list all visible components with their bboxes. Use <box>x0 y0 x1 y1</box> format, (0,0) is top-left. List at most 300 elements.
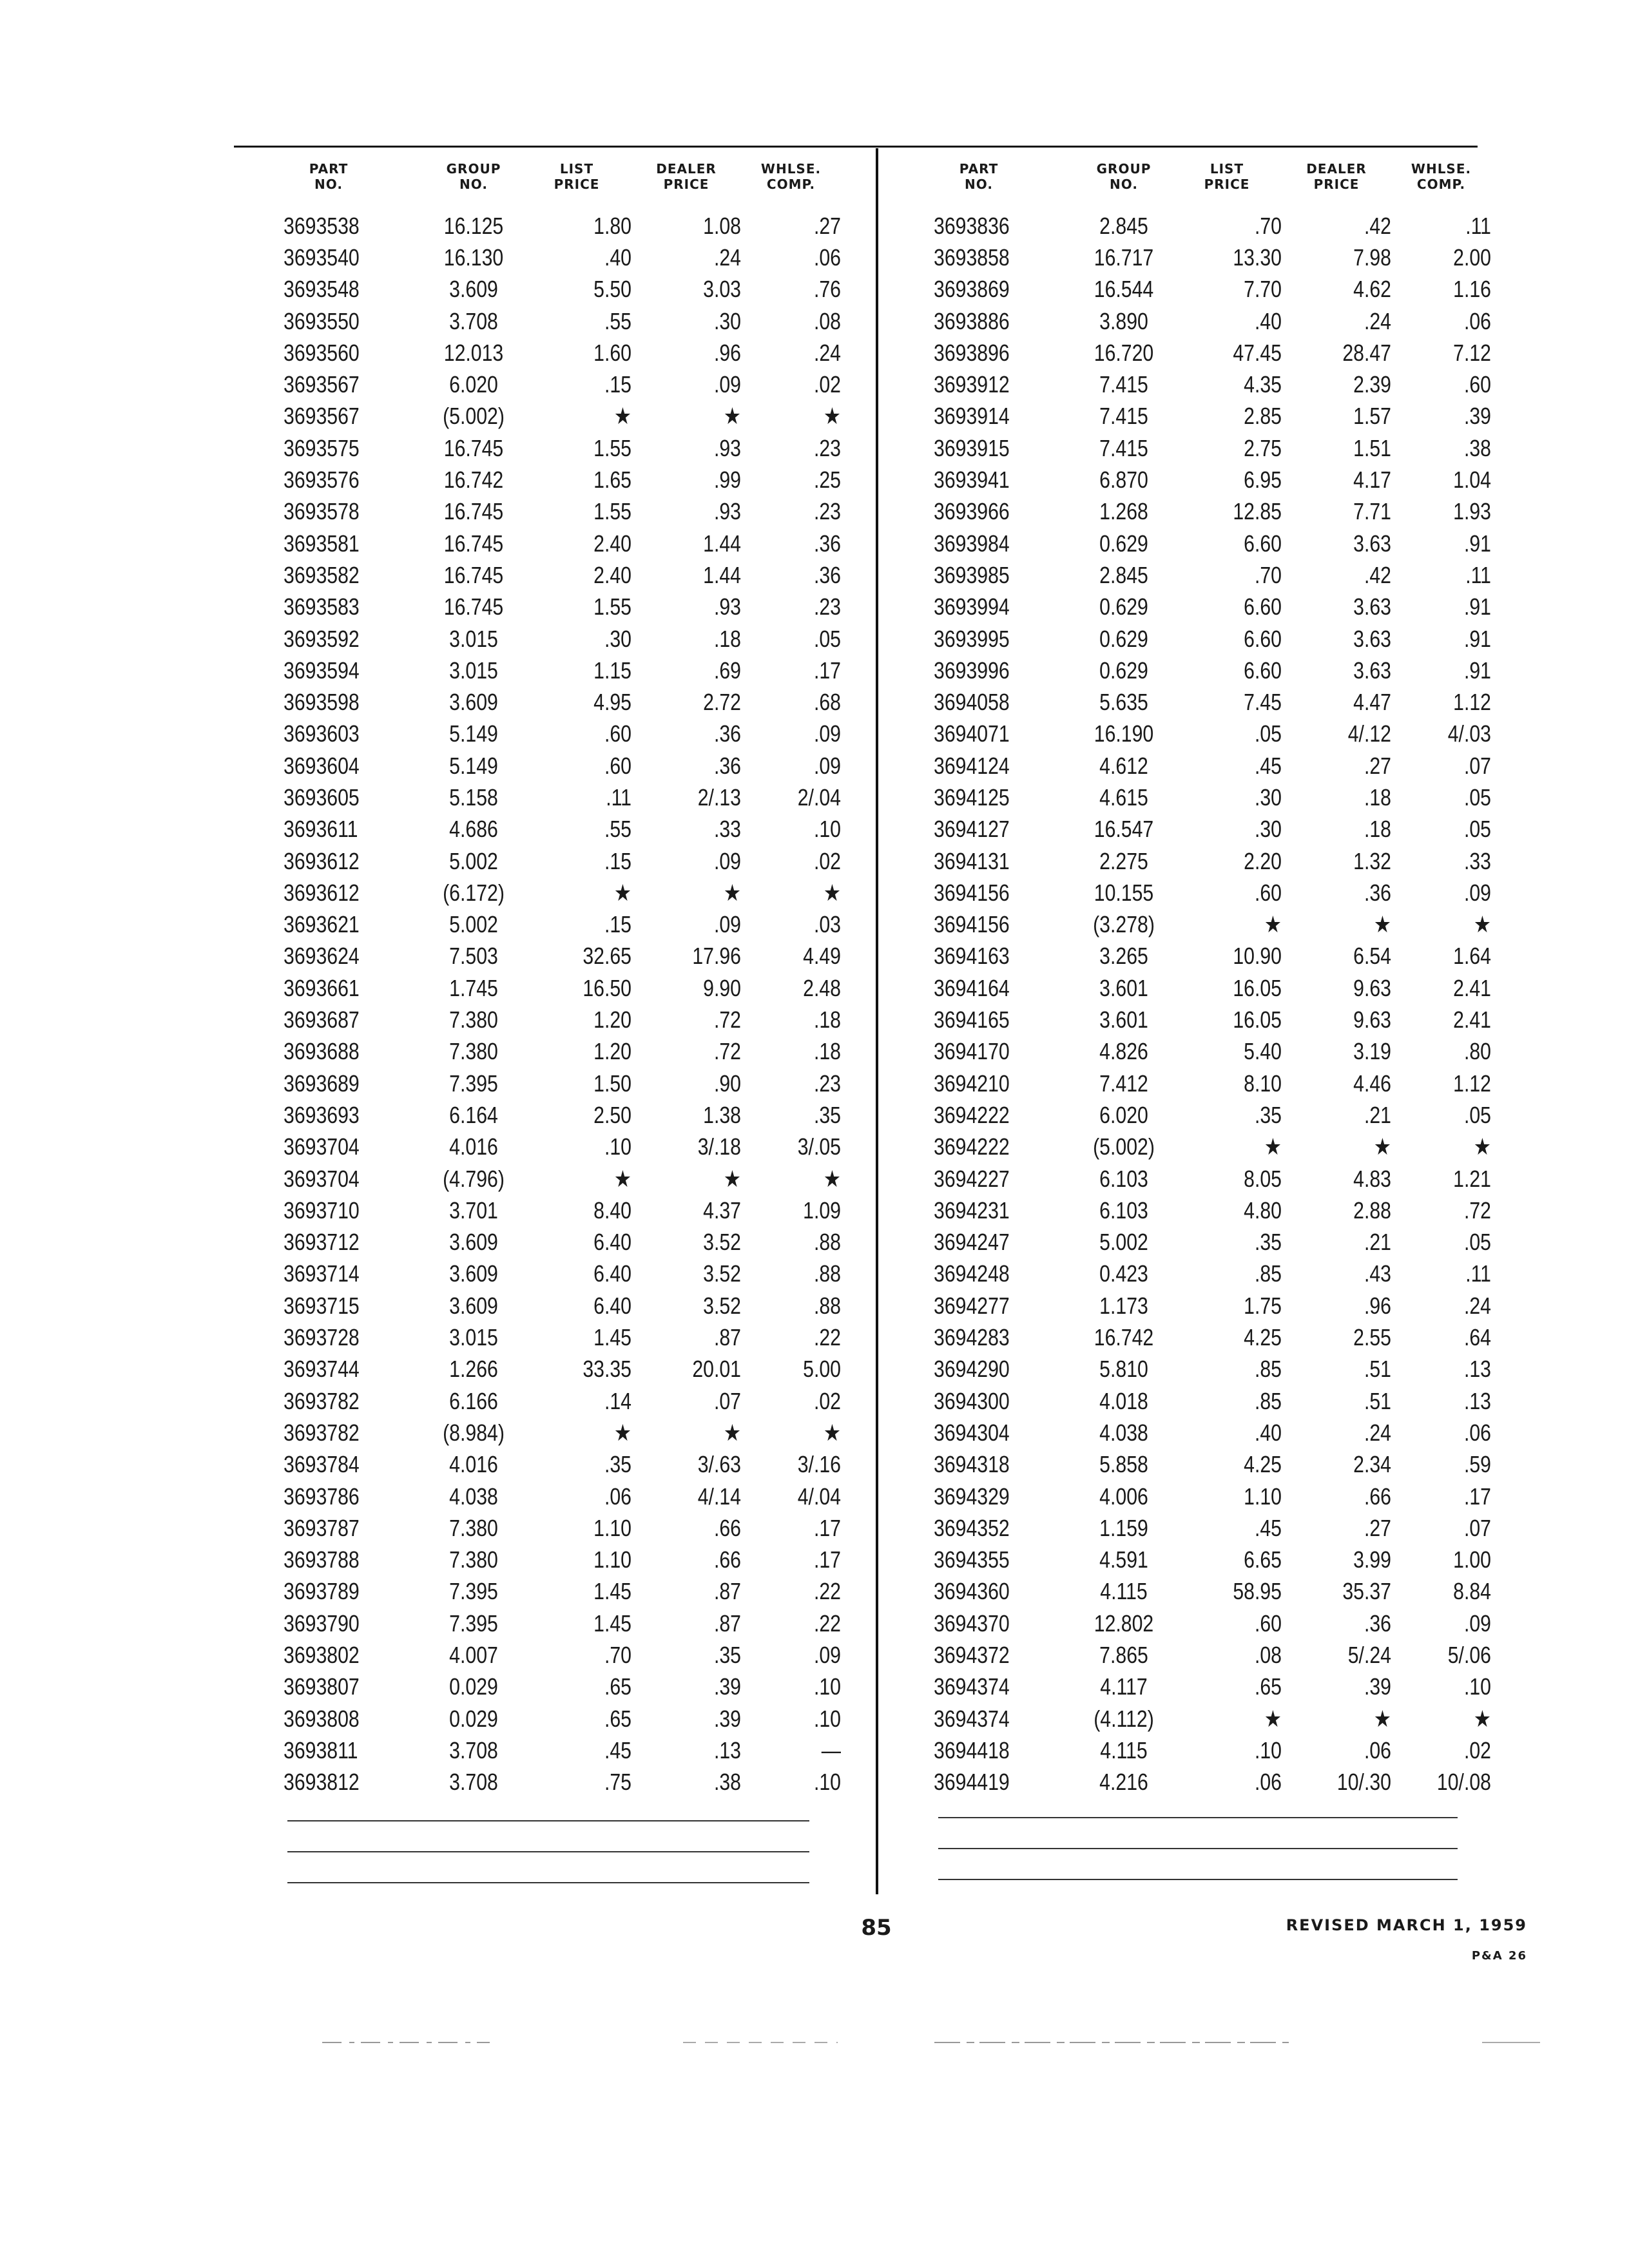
whlse-comp-cell: .36 <box>813 530 841 557</box>
list-price-cell: .60 <box>1254 879 1282 906</box>
whlse-comp-cell: .10 <box>813 1673 841 1700</box>
dealer-price-cell: 4.46 <box>1353 1070 1391 1097</box>
dealer-price-cell: .96 <box>1364 1292 1391 1319</box>
dealer-price-cell: .87 <box>713 1578 741 1605</box>
part-no-cell: 3694374 <box>934 1705 1010 1732</box>
whlse-comp-cell: .33 <box>1463 847 1491 874</box>
blank-line <box>287 1851 809 1852</box>
group-no-cell: 6.870 <box>1099 466 1148 494</box>
whlse-comp-cell: 1.21 <box>1453 1165 1491 1192</box>
part-no-cell: 3693704 <box>284 1133 360 1160</box>
list-price-cell: 4.35 <box>1244 371 1282 398</box>
group-no-cell: 3.708 <box>449 307 498 334</box>
dealer-price-cell: .21 <box>1364 1229 1391 1256</box>
whlse-comp-cell: .18 <box>813 1038 841 1065</box>
list-price-cell: .45 <box>604 1736 631 1763</box>
whlse-comp-cell: .17 <box>813 657 841 684</box>
list-price-cell: .06 <box>1254 1769 1282 1796</box>
whlse-comp-cell: 4.49 <box>803 943 841 970</box>
group-no-cell: 3.015 <box>449 1324 498 1351</box>
part-no-cell: 3693994 <box>934 593 1010 620</box>
table-row <box>934 1068 1491 1099</box>
table-row <box>934 1099 1491 1131</box>
table-row <box>934 1131 1491 1163</box>
part-no-cell: 3693567 <box>284 403 360 430</box>
table-row <box>284 718 841 750</box>
dealer-price-cell: 20.01 <box>692 1356 741 1383</box>
dealer-price-cell: .18 <box>1364 816 1391 843</box>
table-row <box>934 210 1491 242</box>
part-no-cell: 3694370 <box>934 1610 1010 1637</box>
dealer-price-cell: .30 <box>713 307 741 334</box>
part-no-cell: 3694125 <box>934 783 1010 811</box>
whlse-comp-cell: .27 <box>813 212 841 239</box>
dealer-price-header: DEALER PRICE <box>1306 161 1367 192</box>
group-no-cell: 16.547 <box>1094 816 1154 843</box>
whlse-comp-cell: 1.64 <box>1453 943 1491 970</box>
dealer-price-cell: .36 <box>713 720 741 747</box>
dealer-price-cell: ★ <box>1373 911 1391 938</box>
table-row <box>284 1735 841 1766</box>
group-no-cell: 6.020 <box>1099 1101 1148 1128</box>
list-price-cell: 4.25 <box>1244 1451 1282 1478</box>
group-no-cell: 5.635 <box>1099 689 1148 716</box>
whlse-comp-cell: .11 <box>1465 212 1491 239</box>
dealer-price-cell: 2.88 <box>1353 1196 1391 1224</box>
part-no-cell: 3693811 <box>284 1736 358 1763</box>
group-no-header: GROUP NO. <box>1096 161 1152 192</box>
part-no-cell: 3694156 <box>934 911 1010 938</box>
part-no-cell: 3693578 <box>284 498 360 525</box>
left-table-rows <box>284 210 841 1798</box>
list-price-cell: .65 <box>604 1673 631 1700</box>
dealer-price-cell: 4.83 <box>1353 1165 1391 1192</box>
list-price-cell: 1.65 <box>593 466 631 494</box>
whlse-comp-cell: — <box>821 1736 841 1763</box>
part-no-cell: 3693896 <box>934 339 1010 366</box>
catalog-code: P&A 26 <box>1471 1949 1527 1963</box>
group-no-cell: 5.149 <box>449 752 498 779</box>
group-no-cell: 4.016 <box>449 1133 498 1160</box>
whlse-comp-cell: 1.16 <box>1453 276 1491 303</box>
table-row <box>284 1544 841 1575</box>
part-no-cell: 3693984 <box>934 530 1010 557</box>
revision-date: REVISED MARCH 1, 1959 <box>1286 1916 1527 1934</box>
dealer-price-cell: 1.44 <box>703 561 741 588</box>
part-no-cell: 3693807 <box>284 1673 360 1700</box>
list-price-cell: 16.05 <box>1233 974 1282 1001</box>
dealer-price-cell: 17.96 <box>692 943 741 970</box>
whlse-comp-cell: .25 <box>813 466 841 494</box>
table-row <box>934 1321 1491 1353</box>
part-no-cell: 3694165 <box>934 1006 1010 1033</box>
whlse-comp-cell: .24 <box>813 339 841 366</box>
table-row <box>284 591 841 623</box>
dealer-price-cell: .09 <box>713 371 741 398</box>
list-price-cell: 4.25 <box>1244 1324 1282 1351</box>
list-price-cell: .10 <box>1254 1736 1282 1763</box>
dealer-price-cell: 3.63 <box>1353 593 1391 620</box>
list-price-cell: .08 <box>1254 1642 1282 1668</box>
part-no-cell: 3694156 <box>934 879 1010 906</box>
dealer-price-cell: .99 <box>713 466 741 494</box>
list-price-cell: 33.35 <box>583 1356 631 1383</box>
part-no-cell: 3693567 <box>284 371 360 398</box>
whlse-comp-cell: .06 <box>1463 1419 1491 1446</box>
table-row <box>934 623 1491 655</box>
group-no-cell: 0.029 <box>449 1673 498 1700</box>
group-no-cell: 4.115 <box>1100 1736 1148 1763</box>
part-no-cell: 3694071 <box>934 720 1010 747</box>
whlse-comp-cell: .91 <box>1463 657 1491 684</box>
table-row <box>934 1512 1491 1544</box>
whlse-comp-cell: .03 <box>813 911 841 938</box>
group-no-cell: 3.609 <box>449 1292 498 1319</box>
part-no-cell: 3693582 <box>284 561 360 588</box>
table-row <box>934 655 1491 686</box>
part-no-cell: 3693912 <box>934 371 1010 398</box>
dealer-price-cell: 4.17 <box>1353 466 1391 494</box>
part-no-header: PART NO. <box>309 161 349 192</box>
whlse-comp-cell: .23 <box>813 498 841 525</box>
whlse-comp-cell: .18 <box>813 1006 841 1033</box>
table-row <box>284 369 841 400</box>
group-no-cell: 16.745 <box>443 498 504 525</box>
dealer-price-cell: .66 <box>1364 1483 1391 1510</box>
list-price-cell: 8.40 <box>593 1196 631 1224</box>
part-no-cell: 3693836 <box>934 212 1010 239</box>
dealer-price-cell: .93 <box>713 434 741 461</box>
group-no-cell: 3.701 <box>449 1196 498 1224</box>
part-no-cell: 3693790 <box>284 1610 360 1637</box>
dealer-price-cell: 4/.12 <box>1347 720 1391 747</box>
table-row <box>284 1767 841 1798</box>
dealer-price-cell: 3.52 <box>703 1292 741 1319</box>
part-no-cell: 3694247 <box>934 1229 1010 1256</box>
group-no-cell: 4.038 <box>449 1483 498 1510</box>
dealer-price-cell: 28.47 <box>1342 339 1391 366</box>
list-price-cell: 1.45 <box>593 1324 631 1351</box>
left-blank-entry-lines <box>287 1820 809 1913</box>
part-no-cell: 3693787 <box>284 1514 360 1541</box>
part-no-cell: 3694131 <box>934 847 1010 874</box>
part-no-cell: 3693594 <box>284 657 360 684</box>
table-row <box>934 1703 1491 1735</box>
group-no-cell: 0.629 <box>1099 625 1148 652</box>
list-price-cell: 1.10 <box>593 1546 631 1573</box>
table-row <box>284 274 841 305</box>
part-no-cell: 3693715 <box>284 1292 360 1319</box>
table-row <box>934 591 1491 623</box>
dealer-price-cell: .24 <box>1364 1419 1391 1446</box>
whlse-comp-cell: 1.12 <box>1453 689 1491 716</box>
list-price-cell: 2.75 <box>1244 434 1282 461</box>
group-no-cell: 5.858 <box>1099 1451 1148 1478</box>
whlse-comp-cell: .38 <box>1463 434 1491 461</box>
group-no-cell: 7.412 <box>1099 1070 1148 1097</box>
group-no-cell: 16.745 <box>443 434 504 461</box>
dealer-price-cell: 3/.18 <box>697 1133 741 1160</box>
table-row <box>934 1195 1491 1226</box>
part-no-cell: 3693941 <box>934 466 1010 494</box>
group-no-cell: 3.015 <box>449 657 498 684</box>
dealer-price-cell: .18 <box>713 625 741 652</box>
dealer-price-cell: .96 <box>713 339 741 366</box>
group-no-cell: 7.503 <box>449 943 498 970</box>
group-no-cell: 7.395 <box>449 1610 498 1637</box>
part-no-cell: 3693710 <box>284 1196 360 1224</box>
group-no-cell: 7.380 <box>449 1006 498 1033</box>
list-price-cell: .45 <box>1254 752 1282 779</box>
list-price-cell: 16.05 <box>1233 1006 1282 1033</box>
group-no-cell: 7.415 <box>1099 371 1148 398</box>
table-row <box>934 1608 1491 1639</box>
dealer-price-cell: .39 <box>713 1673 741 1700</box>
group-no-header: GROUP NO. <box>446 161 501 192</box>
group-no-cell: 7.380 <box>449 1514 498 1541</box>
list-price-cell: ★ <box>1264 1133 1282 1160</box>
blank-line <box>938 1879 1458 1880</box>
group-no-cell: 3.609 <box>449 1229 498 1256</box>
part-no-cell: 3694248 <box>934 1260 1010 1287</box>
dealer-price-cell: 4.37 <box>703 1196 741 1224</box>
group-no-cell: 4.007 <box>449 1642 498 1668</box>
left-price-table <box>284 161 841 1798</box>
whlse-comp-cell: ★ <box>823 1419 841 1446</box>
dealer-price-cell: 3.63 <box>1353 657 1391 684</box>
list-price-cell: 13.30 <box>1233 244 1282 271</box>
table-row <box>284 750 841 782</box>
part-no-cell: 3693688 <box>284 1038 360 1065</box>
list-price-cell: 1.15 <box>593 657 631 684</box>
table-row <box>934 1544 1491 1575</box>
dealer-price-cell: .39 <box>713 1705 741 1732</box>
list-price-cell: .15 <box>604 371 631 398</box>
group-no-cell: 3.015 <box>449 625 498 652</box>
group-no-cell: 12.802 <box>1094 1610 1154 1637</box>
part-no-cell: 3693550 <box>284 307 360 334</box>
whlse-comp-cell: .23 <box>813 1070 841 1097</box>
whlse-comp-cell: .02 <box>813 1387 841 1414</box>
list-price-cell: 58.95 <box>1233 1578 1282 1605</box>
list-price-cell: 2.50 <box>593 1101 631 1128</box>
table-row <box>934 274 1491 305</box>
whlse-comp-cell: .09 <box>813 1642 841 1668</box>
dealer-price-cell: ★ <box>723 1419 741 1446</box>
list-price-cell: 7.70 <box>1244 276 1282 303</box>
table-row <box>934 1290 1491 1321</box>
dealer-price-cell: .90 <box>713 1070 741 1097</box>
part-no-cell: 3693728 <box>284 1324 360 1351</box>
whlse-comp-cell: .09 <box>1463 1610 1491 1637</box>
table-row <box>284 1227 841 1258</box>
list-price-cell: 1.55 <box>593 593 631 620</box>
table-row <box>934 1036 1491 1068</box>
whlse-comp-cell: .91 <box>1463 625 1491 652</box>
dealer-price-cell: 4.62 <box>1353 276 1391 303</box>
dealer-price-cell: 1.32 <box>1353 847 1391 874</box>
list-price-cell: .40 <box>1254 307 1282 334</box>
list-price-cell: .70 <box>1254 212 1282 239</box>
part-no-cell: 3693581 <box>284 530 360 557</box>
list-price-cell: .55 <box>604 307 631 334</box>
list-price-cell: .15 <box>604 911 631 938</box>
table-row <box>284 528 841 559</box>
group-no-cell: 3.708 <box>449 1769 498 1796</box>
dealer-price-cell: .24 <box>713 244 741 271</box>
group-no-cell: 1.173 <box>1099 1292 1148 1319</box>
whlse-comp-cell: ★ <box>1473 1705 1491 1732</box>
part-no-cell: 3693560 <box>284 339 360 366</box>
table-row <box>934 845 1491 877</box>
dealer-price-cell: .87 <box>713 1324 741 1351</box>
part-no-cell: 3693995 <box>934 625 1010 652</box>
whlse-comp-cell: ★ <box>1473 911 1491 938</box>
whlse-comp-cell: 2.48 <box>803 974 841 1001</box>
part-no-cell: 3693583 <box>284 593 360 620</box>
list-price-cell: 5.50 <box>593 276 631 303</box>
whlse-comp-cell: .10 <box>1463 1673 1491 1700</box>
dealer-price-cell: 1.38 <box>703 1101 741 1128</box>
list-price-cell: 6.60 <box>1244 530 1282 557</box>
group-no-cell: 7.415 <box>1099 434 1148 461</box>
part-no-cell: 3693598 <box>284 689 360 716</box>
dealer-price-cell: 2.34 <box>1353 1451 1391 1478</box>
whlse-comp-cell: 5/.06 <box>1447 1642 1491 1668</box>
group-no-cell: 4.115 <box>1100 1578 1148 1605</box>
group-no-cell: 16.717 <box>1094 244 1154 271</box>
group-no-cell: 16.745 <box>443 530 504 557</box>
table-row <box>934 782 1491 813</box>
group-no-cell: 2.275 <box>1099 847 1148 874</box>
group-no-cell: 0.629 <box>1099 593 1148 620</box>
part-no-cell: 3693538 <box>284 212 360 239</box>
dealer-price-cell: .27 <box>1364 752 1391 779</box>
dealer-price-cell: 35.37 <box>1342 1578 1391 1605</box>
page-number: 85 <box>861 1915 892 1941</box>
group-no-cell: 5.149 <box>449 720 498 747</box>
list-price-cell: .35 <box>1254 1101 1282 1128</box>
dealer-price-cell: 9.90 <box>703 974 741 1001</box>
list-price-cell: .35 <box>1254 1229 1282 1256</box>
part-no-cell: 3693802 <box>284 1642 360 1668</box>
table-row <box>284 1703 841 1735</box>
group-no-cell: 3.265 <box>1099 943 1148 970</box>
list-price-cell: 2.40 <box>593 530 631 557</box>
dealer-price-cell: .21 <box>1364 1101 1391 1128</box>
dealer-price-cell: .06 <box>1364 1736 1391 1763</box>
dealer-price-cell: ★ <box>723 1165 741 1192</box>
list-price-cell: .60 <box>604 752 631 779</box>
whlse-comp-cell: .88 <box>813 1292 841 1319</box>
list-price-cell: 1.55 <box>593 498 631 525</box>
list-price-cell: 1.10 <box>1244 1483 1282 1510</box>
dealer-price-cell: ★ <box>1373 1705 1391 1732</box>
table-row <box>934 1004 1491 1035</box>
dealer-price-cell: .36 <box>1364 1610 1391 1637</box>
whlse-comp-cell: .09 <box>813 720 841 747</box>
part-no-cell: 3693784 <box>284 1451 360 1478</box>
table-row <box>284 559 841 591</box>
right-table-rows <box>934 210 1491 1798</box>
table-row <box>284 1195 841 1226</box>
dealer-price-cell: .51 <box>1364 1356 1391 1383</box>
table-row <box>934 1671 1491 1703</box>
part-no-cell: 3693808 <box>284 1705 360 1732</box>
table-row <box>284 1481 841 1512</box>
whlse-comp-cell: .10 <box>813 1705 841 1732</box>
whlse-comp-cell: .22 <box>813 1324 841 1351</box>
dealer-price-cell: 1.44 <box>703 530 741 557</box>
dealer-price-cell: 1.08 <box>703 212 741 239</box>
list-price-cell: 6.40 <box>593 1260 631 1287</box>
whlse-comp-cell: 1.00 <box>1453 1546 1491 1573</box>
blank-line <box>287 1820 809 1821</box>
table-row <box>284 1036 841 1068</box>
group-no-cell: 4.038 <box>1099 1419 1148 1446</box>
part-no-cell: 3693612 <box>284 847 360 874</box>
part-no-cell: 3694127 <box>934 816 1010 843</box>
whlse-comp-cell: .88 <box>813 1229 841 1256</box>
table-row <box>934 1767 1491 1798</box>
table-row <box>934 559 1491 591</box>
dealer-price-cell: 3.99 <box>1353 1546 1391 1573</box>
group-no-cell: 4.006 <box>1099 1483 1148 1510</box>
group-no-cell: 3.601 <box>1099 1006 1148 1033</box>
whlse-comp-cell: .22 <box>813 1578 841 1605</box>
whlse-comp-cell: .59 <box>1463 1451 1491 1478</box>
whlse-comp-cell: 1.09 <box>803 1196 841 1224</box>
list-price-cell: 4.95 <box>593 689 631 716</box>
group-no-cell: 6.164 <box>449 1101 498 1128</box>
group-no-cell: 3.601 <box>1099 974 1148 1001</box>
dealer-price-cell: 7.71 <box>1353 498 1391 525</box>
group-no-cell: 3.708 <box>449 1736 498 1763</box>
dealer-price-cell: .36 <box>1364 879 1391 906</box>
whlse-comp-cell: .24 <box>1463 1292 1491 1319</box>
list-price-cell: .10 <box>604 1133 631 1160</box>
group-no-cell: 4.591 <box>1099 1546 1148 1573</box>
group-no-cell: (4.112) <box>1094 1705 1154 1732</box>
whlse-comp-cell: .17 <box>1463 1483 1491 1510</box>
whlse-comp-cell: 2/.04 <box>797 783 841 811</box>
part-no-cell: 3693575 <box>284 434 360 461</box>
table-row <box>284 972 841 1004</box>
list-price-cell: 1.80 <box>593 212 631 239</box>
whlse-comp-cell: 4/.03 <box>1447 720 1491 747</box>
table-row <box>934 1354 1491 1385</box>
list-price-cell: .35 <box>604 1451 631 1478</box>
table-row <box>284 496 841 528</box>
group-no-cell: 3.890 <box>1099 307 1148 334</box>
list-price-cell: 1.20 <box>593 1038 631 1065</box>
dealer-price-cell: 1.51 <box>1353 434 1391 461</box>
dealer-price-cell: .72 <box>713 1038 741 1065</box>
part-no-cell: 3693661 <box>284 974 360 1001</box>
list-price-cell: ★ <box>613 1165 631 1192</box>
table-row <box>284 210 841 242</box>
table-row <box>284 1608 841 1639</box>
part-no-cell: 3694170 <box>934 1038 1010 1065</box>
dealer-price-cell: 4/.14 <box>697 1483 741 1510</box>
part-no-cell: 3694231 <box>934 1196 1010 1224</box>
part-no-cell: 3693744 <box>284 1356 360 1383</box>
table-row <box>284 941 841 972</box>
whlse-comp-cell: .07 <box>1463 1514 1491 1541</box>
table-row <box>934 1385 1491 1417</box>
whlse-comp-cell: .06 <box>813 244 841 271</box>
table-row <box>934 877 1491 908</box>
